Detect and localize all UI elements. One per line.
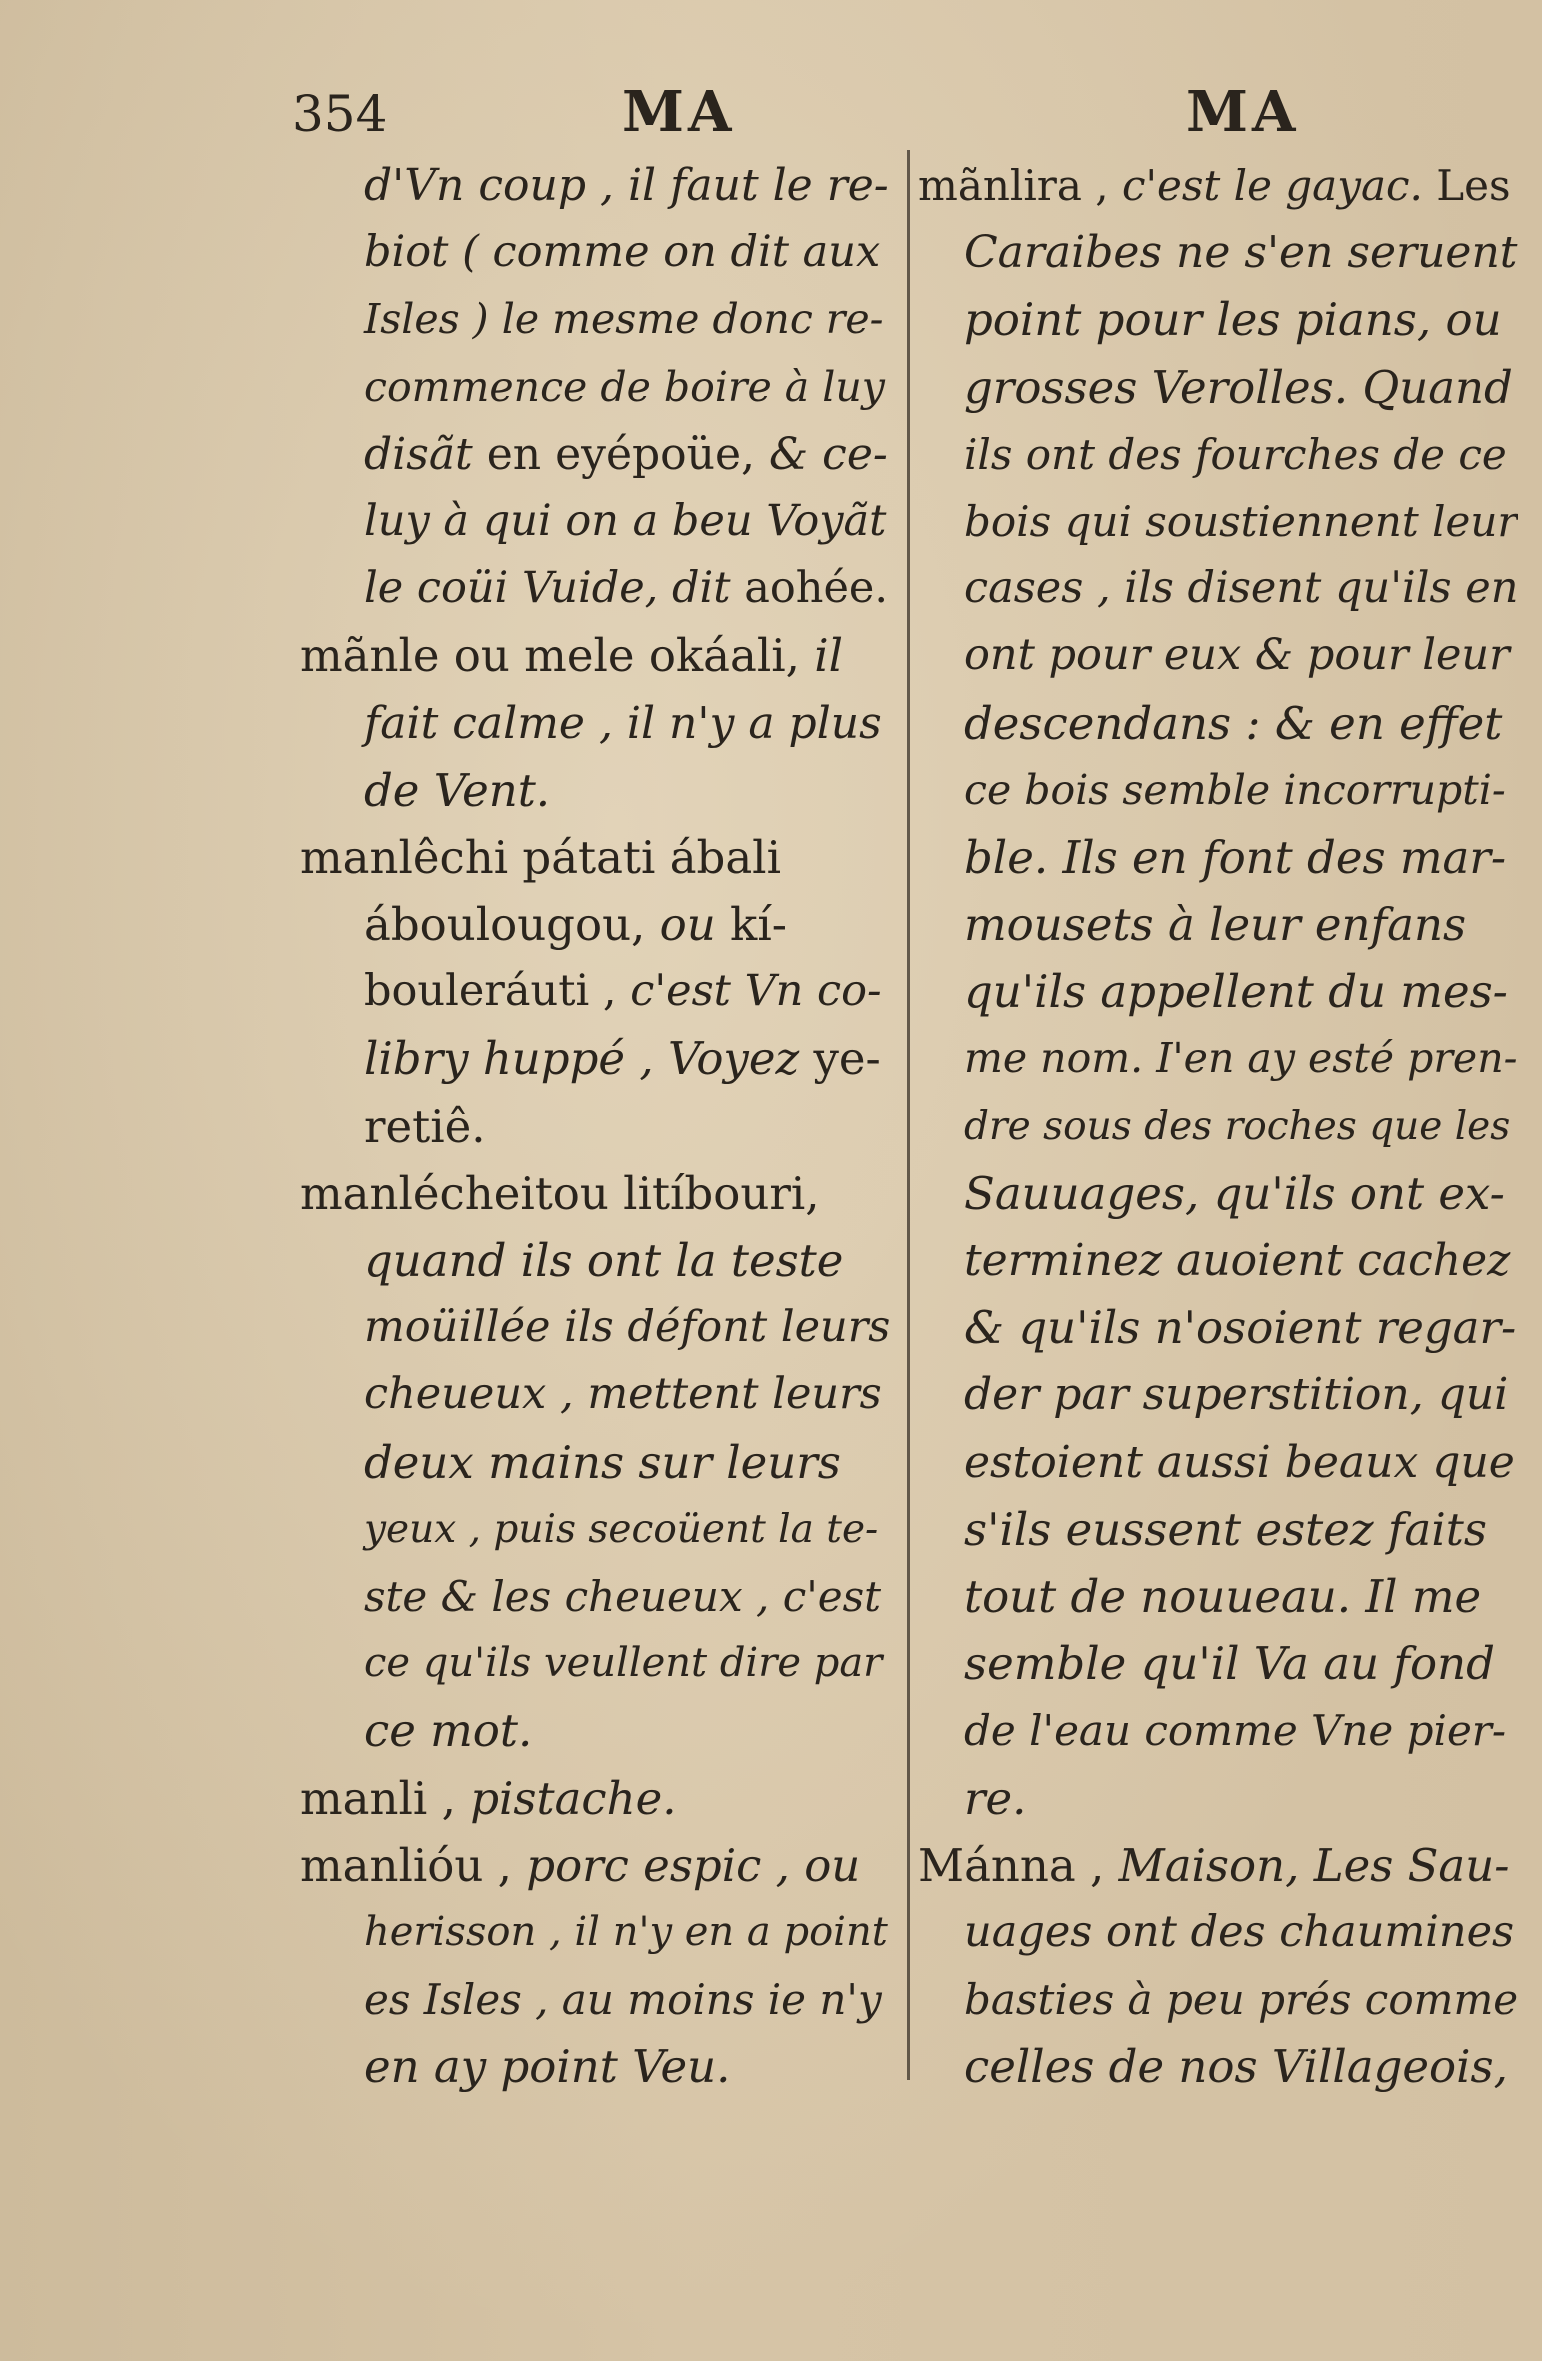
text-line xyxy=(918,1899,1518,1966)
text-line xyxy=(918,1429,1518,1496)
text-line xyxy=(300,824,890,891)
italic-text: commence de boire à luy xyxy=(364,362,885,411)
text-line xyxy=(300,1093,890,1160)
roman-text: kí- xyxy=(715,898,787,952)
text-line xyxy=(300,488,890,555)
text-line xyxy=(918,690,1518,757)
italic-text: mousets à leur enfans xyxy=(964,898,1467,952)
italic-text: ont pour eux & pour leur xyxy=(964,630,1510,681)
italic-text: libry huppé , Voyez xyxy=(364,1032,800,1086)
italic-text: & ce- xyxy=(769,428,888,480)
column-divider xyxy=(907,150,910,2080)
italic-text: der par superstition, qui xyxy=(964,1369,1509,1421)
italic-text: celles de nos Villageois, xyxy=(964,2040,1508,2094)
text-line xyxy=(918,1093,1518,1160)
italic-text: qu'ils appellent du mes- xyxy=(964,965,1508,1019)
text-line xyxy=(300,1496,890,1563)
text-line xyxy=(918,354,1518,421)
italic-text: s'ils eussent estez faits xyxy=(964,1502,1487,1556)
text-line xyxy=(300,152,890,219)
text-line xyxy=(918,1697,1518,1764)
italic-text: moüillée ils défont leurs xyxy=(364,1302,890,1353)
italic-text: descendans : & en effet xyxy=(964,696,1503,750)
text-line xyxy=(300,354,890,421)
italic-text: disãt xyxy=(364,428,473,480)
text-line xyxy=(300,622,890,689)
page-number: 354 xyxy=(292,85,388,143)
italic-text: ce qu'ils veullent dire par xyxy=(364,1640,883,1687)
roman-text: en eyépoüe, xyxy=(472,428,770,480)
italic-text: point pour les pians, ou xyxy=(964,293,1502,347)
left-column xyxy=(300,152,890,2100)
text-line xyxy=(300,286,890,353)
italic-text: cheueux , mettent leurs xyxy=(364,1369,882,1420)
text-line xyxy=(918,152,1518,219)
italic-text: en ay point Veu. xyxy=(364,2040,731,2094)
text-line xyxy=(918,1966,1518,2033)
roman-text: Les xyxy=(1422,161,1511,210)
roman-text: mãnlira , xyxy=(918,161,1122,210)
italic-text: bois qui soustiennent leur xyxy=(964,496,1518,546)
text-line xyxy=(918,1025,1518,1092)
text-line xyxy=(300,1563,890,1630)
italic-text: Isles ) le mesme donc re- xyxy=(364,295,884,344)
italic-text: cases , ils disent qu'ils en xyxy=(964,563,1518,614)
text-line xyxy=(918,1294,1518,1361)
italic-text: ce bois semble incorrupti- xyxy=(964,765,1506,814)
text-line xyxy=(300,1899,890,1966)
italic-text: de l'eau comme Vne pier- xyxy=(964,1706,1507,1756)
text-line xyxy=(918,1227,1518,1294)
italic-text: ils ont des fourches de ce xyxy=(964,429,1507,479)
text-line xyxy=(918,488,1518,555)
roman-text: mãnle ou mele okáali, xyxy=(300,629,815,683)
roman-text: manlêchi pátati ábali xyxy=(300,830,781,884)
text-line xyxy=(300,1966,890,2033)
text-line xyxy=(300,757,890,824)
text-line xyxy=(918,622,1518,689)
italic-text: luy à qui on a beu Voyãt xyxy=(364,495,887,546)
text-line xyxy=(918,1765,1518,1832)
roman-text: manlióu , xyxy=(300,1838,527,1892)
text-line xyxy=(918,286,1518,353)
italic-text: estoient aussi beaux que xyxy=(964,1436,1515,1488)
text-line xyxy=(300,555,890,622)
italic-text: deux mains sur leurs xyxy=(364,1435,841,1489)
roman-text: áboulougou, xyxy=(364,898,660,952)
italic-text: Caraibes ne s'en seruent xyxy=(964,227,1518,279)
italic-text: c'est Vn co- xyxy=(630,966,882,1017)
text-line xyxy=(300,1630,890,1697)
running-head-left: MA xyxy=(622,79,736,145)
text-line xyxy=(918,555,1518,622)
italic-text: Maison, Les Sau- xyxy=(1118,1838,1510,1892)
text-line xyxy=(918,1361,1518,1428)
text-line xyxy=(300,1294,890,1361)
roman-text: retiê. xyxy=(364,1099,486,1153)
text-line xyxy=(918,1630,1518,1697)
text-line xyxy=(918,1832,1518,1899)
text-line xyxy=(300,1429,890,1496)
text-line xyxy=(300,1697,890,1764)
running-head-right: MA xyxy=(1186,79,1300,145)
text-line xyxy=(300,1025,890,1092)
roman-text: manli , xyxy=(300,1771,471,1825)
text-line xyxy=(918,219,1518,286)
text-line xyxy=(918,824,1518,891)
text-line xyxy=(918,1160,1518,1227)
italic-text: ble. Ils en font des mar- xyxy=(964,830,1507,884)
italic-text: tout de nouueau. Il me xyxy=(964,1569,1482,1623)
text-line xyxy=(300,1832,890,1899)
italic-text: pistache. xyxy=(470,1771,677,1825)
text-line xyxy=(918,1563,1518,1630)
text-line xyxy=(300,690,890,757)
italic-text: fait calme , il n'y a plus xyxy=(364,697,882,749)
text-line xyxy=(300,1765,890,1832)
roman-text: Mánna , xyxy=(918,1838,1119,1892)
roman-text: bouleráuti , xyxy=(364,966,631,1017)
italic-text: semble qu'il Va au fond xyxy=(964,1637,1495,1691)
text-line xyxy=(300,421,890,488)
italic-text: herisson , il n'y en a point xyxy=(364,1908,888,1955)
italic-text: basties à peu prés comme xyxy=(964,1975,1518,2025)
text-line xyxy=(918,757,1518,824)
text-line xyxy=(918,891,1518,958)
italic-text: re. xyxy=(964,1771,1027,1825)
italic-text: ste & les cheueux , c'est xyxy=(364,1571,882,1621)
italic-text: c'est le gayac. xyxy=(1121,161,1423,210)
text-line xyxy=(918,958,1518,1025)
text-line xyxy=(300,1361,890,1428)
italic-text: ou xyxy=(659,898,716,952)
text-line xyxy=(918,2033,1518,2100)
text-line xyxy=(300,219,890,286)
text-line xyxy=(300,891,890,958)
text-line xyxy=(918,421,1518,488)
italic-text: me nom. I'en ay esté pren- xyxy=(964,1034,1518,1083)
italic-text: ce mot. xyxy=(364,1704,533,1758)
text-line xyxy=(300,2033,890,2100)
text-line xyxy=(300,958,890,1025)
text-line xyxy=(300,1227,890,1294)
roman-text: aohée. xyxy=(730,563,889,614)
italic-text: de Vent. xyxy=(364,763,551,817)
text-line xyxy=(300,1160,890,1227)
italic-text: quand ils ont la teste xyxy=(364,1234,844,1287)
roman-text: manlécheitou litíbouri, xyxy=(300,1166,820,1220)
italic-text: il xyxy=(814,629,844,683)
italic-text: yeux , puis secoüent la te- xyxy=(364,1506,879,1552)
italic-text: uages ont des chaumines xyxy=(964,1906,1515,1957)
right-column xyxy=(918,152,1518,2100)
text-line xyxy=(918,1496,1518,1563)
italic-text: d'Vn coup , il faut le re- xyxy=(364,160,889,211)
italic-text: grosses Verolles. Quand xyxy=(964,360,1513,414)
italic-text: le coüi Vuide, dit xyxy=(364,563,731,614)
italic-text: porc espic , ou xyxy=(526,1838,861,1892)
italic-text: & qu'ils n'osoient regar- xyxy=(964,1301,1517,1355)
roman-text: ye- xyxy=(799,1032,881,1086)
italic-text: dre sous des roches que les xyxy=(964,1103,1511,1149)
italic-text: es Isles , au moins ie n'y xyxy=(364,1975,882,2025)
italic-text: Sauuages, qu'ils ont ex- xyxy=(964,1166,1505,1220)
italic-text: biot ( comme on dit aux xyxy=(364,227,881,278)
italic-text: terminez auoient cachez xyxy=(964,1235,1511,1286)
